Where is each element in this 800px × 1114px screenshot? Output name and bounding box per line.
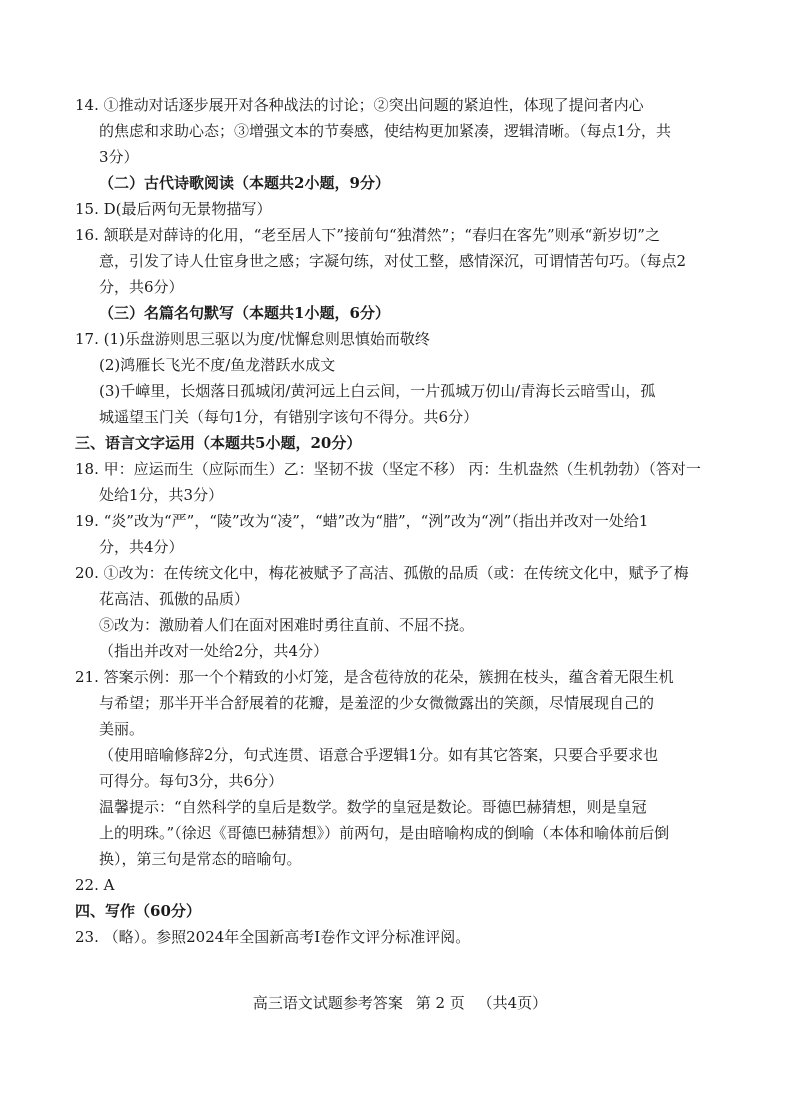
q20-line1: 20. ①改为：在传统文化中，梅花被赋予了高洁、孤傲的品质（或：在传统文化中，赋予了梅 (75, 564, 689, 582)
answer-body (75, 92, 730, 950)
q18-line2: 处给1分，共3分） (99, 486, 224, 504)
section-heading-poetry: （二）古代诗歌阅读（本题共2小题，9分） (99, 174, 390, 192)
q22-line: 22. A (75, 876, 115, 894)
q16-line1: 16. 颔联是对薛诗的化用，“老至居人下”接前句“独潸然”；“春归在客先”则承“新岁切”之 (75, 226, 660, 244)
q21-line2: 与希望；那半开半合舒展着的花瓣，是羞涩的少女微微露出的笑颜，尽情展现自己的 (99, 694, 655, 712)
q17-line2: (2)鸿雁长飞光不度/鱼龙潜跃水成文 (99, 356, 336, 374)
footer-total-pages: （共4页） (477, 994, 548, 1012)
q21-line8: 换），第三句是常态的暗喻句。 (99, 850, 302, 868)
q14-line1: 14. ①推动对话逐步展开对各种战法的讨论；②突出问题的紧迫性，体现了提问者内心 (75, 96, 644, 114)
q15-line: 15. D(最后两句无景物描写） (75, 200, 272, 218)
q16-line3: 分，共6分） (99, 278, 184, 296)
q19-line1: 19. “炎”改为“严”，“陵”改为“凌”，“蜡”改为“腊”，“洌”改为“冽”（指出并改对一处给1 (75, 512, 649, 530)
q21-line7: 上的明珠。”（徐迟《哥德巴赫猜想》）前两句，是由暗喻构成的倒喻（本体和喻体前后倒 (99, 824, 670, 842)
page-footer (0, 992, 800, 1013)
q14-line2: 的焦虑和求助心态；③增强文本的节奏感，使结构更加紧凑，逻辑清晰。（每点1分，共 (99, 122, 672, 140)
q19-line2: 分，共4分） (99, 538, 184, 556)
q20-line2: 花高洁、孤傲的品质） (99, 590, 250, 608)
q21-line6: 温馨提示：“自然科学的皇后是数学。数学的皇冠是数论。哥德巴赫猜想，则是皇冠 (99, 798, 647, 816)
q21-line1: 21. 答案示例：那一个个精致的小灯笼，是含苞待放的花朵，簇拥在枝头，蕴含着无限生机 (75, 668, 674, 686)
section-heading-recitation: （三）名篇名句默写（本题共1小题，6分） (99, 304, 390, 322)
q14-line3: 3分） (99, 148, 139, 166)
q17-line3: (3)千嶂里，长烟落日孤城闭/黄河远上白云间，一片孤城万仞山/青海长云暗雪山，孤 (99, 382, 656, 400)
q21-line5: 可得分。每句3分，共6分） (99, 772, 284, 790)
q16-line2: 意，引发了诗人仕宦身世之感；字凝句练，对仗工整，感情深沉，可谓情苦句巧。（每点2 (99, 252, 687, 270)
q17-line4: 城遥望玉门关（每句1分，有错别字该句不得分。共6分） (99, 408, 479, 426)
q21-line4: （使用暗喻修辞2分，句式连贯、语意合乎逻辑1分。如有其它答案，只要合乎要求也 (99, 746, 659, 764)
q17-line1: 17. (1)乐盘游则思三驱以为度/忧懈怠则思慎始而敬终 (75, 330, 430, 348)
q18-line1: 18. 甲：应运而生（应际而生）乙：坚韧不拔（坚定不移） 丙：生机盎然（生机勃勃）（答对一 (75, 460, 701, 478)
q23-line: 23. （略）。参照2024年全国新高考Ⅰ卷作文评分标准评阅。 (75, 928, 471, 946)
footer-title: 高三语文试题参考答案 (252, 994, 403, 1012)
part-heading-writing: 四、写作（60分） (75, 902, 201, 920)
q20-line3: ⑤改为：激励着人们在面对困难时勇往直前、不屈不挠。 (99, 616, 475, 634)
q21-line3: 美丽。 (99, 720, 145, 738)
footer-page-number: 第 2 页 (415, 994, 465, 1012)
part-heading-language: 三、语言文字运用（本题共5小题，20分） (75, 434, 362, 452)
q20-line4: （指出并改对一处给2分，共4分） (99, 642, 329, 660)
